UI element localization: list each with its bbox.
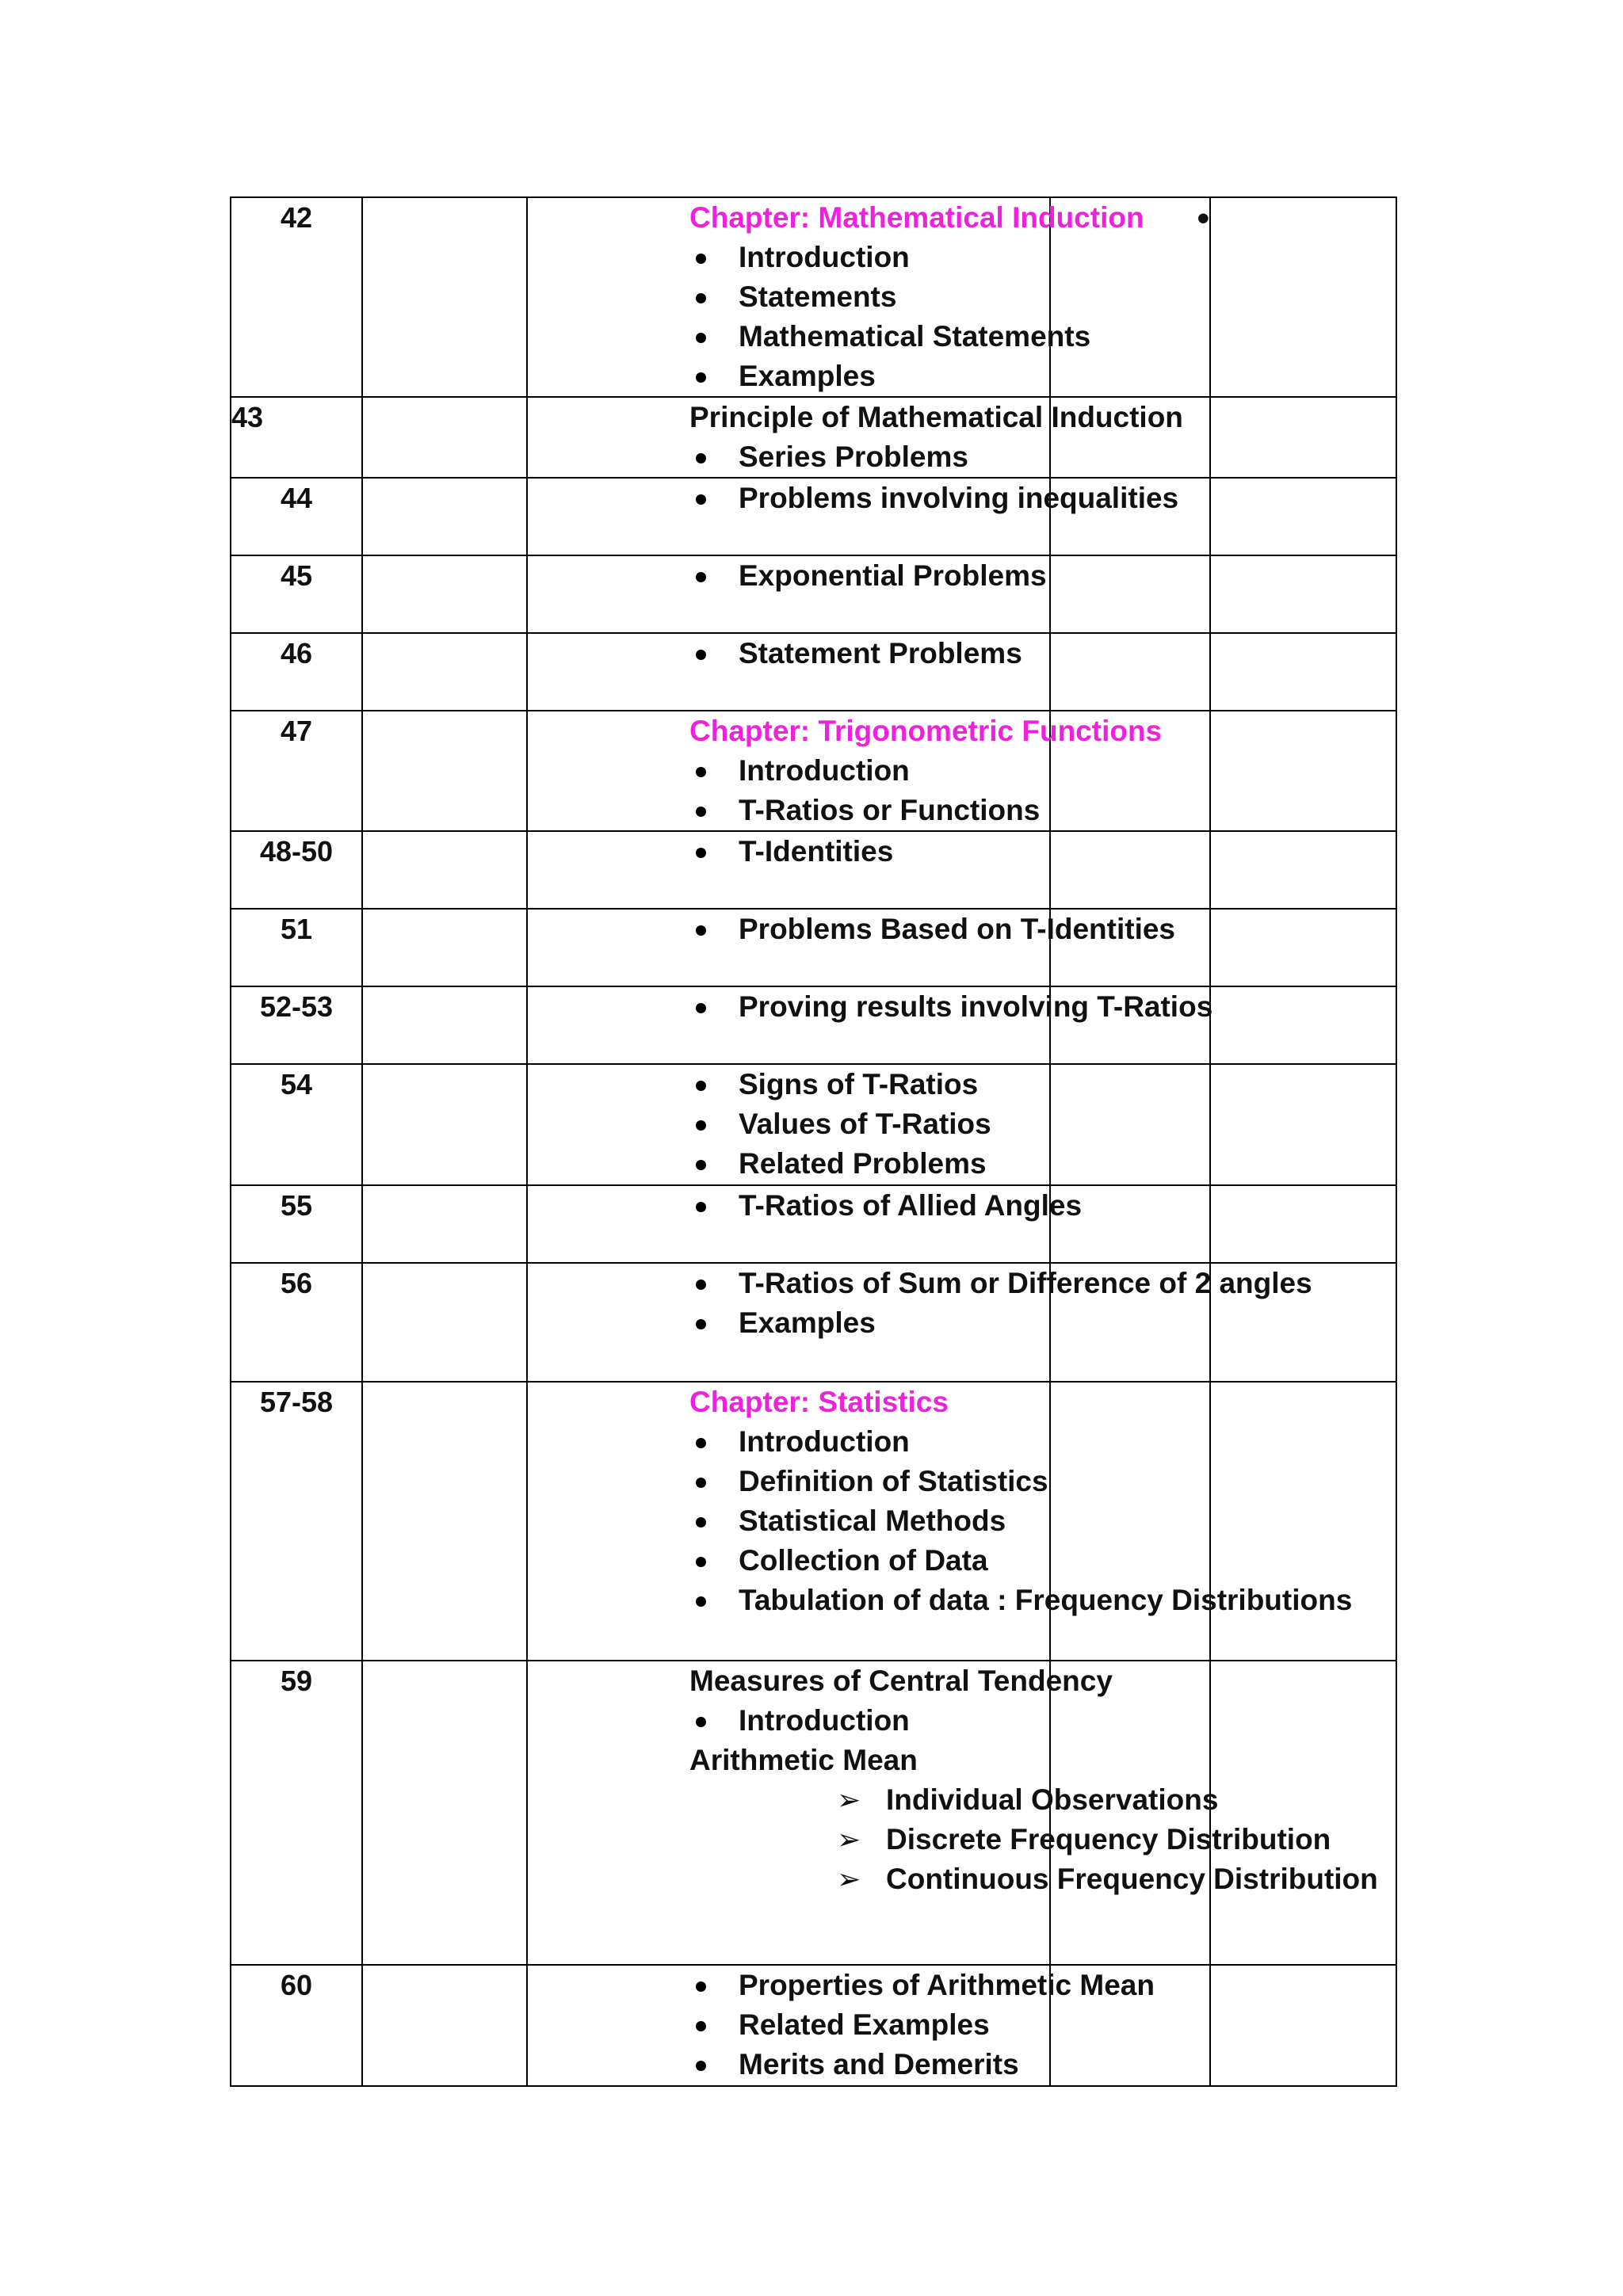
date-cell bbox=[1050, 1661, 1210, 1965]
table-row bbox=[231, 555, 1396, 633]
bullet-icon bbox=[696, 1120, 706, 1131]
bullet-icon bbox=[696, 1003, 706, 1013]
blank-cell bbox=[362, 1185, 527, 1263]
topic-text: Introduction bbox=[739, 754, 910, 787]
bullet-item bbox=[689, 437, 1049, 477]
bullet-icon bbox=[696, 767, 706, 777]
table-row bbox=[231, 1661, 1396, 1965]
topic-text: Tabulation of data : Frequency Distributions bbox=[739, 1584, 1353, 1616]
bullet-item bbox=[689, 2045, 1049, 2084]
date-cell bbox=[1050, 478, 1210, 555]
topics-cell bbox=[527, 1382, 1353, 1661]
bullet-item bbox=[689, 1104, 1049, 1144]
blank-cell bbox=[362, 986, 527, 1064]
bullet-icon bbox=[696, 1160, 706, 1170]
blank-cell bbox=[362, 1382, 527, 1661]
bullet-item bbox=[689, 317, 1091, 357]
topic-text: Statement Problems bbox=[739, 637, 1022, 669]
topic-text: Chapter: Statistics bbox=[689, 1386, 949, 1418]
lecture-number: 60 bbox=[231, 1965, 362, 2086]
table-body bbox=[231, 197, 1396, 2086]
date-cell bbox=[1050, 1965, 1210, 2086]
topic-text: Discrete Frequency Distribution bbox=[886, 1823, 1331, 1855]
table-row bbox=[231, 831, 1396, 909]
remarks-cell bbox=[1210, 633, 1396, 711]
bullet-item bbox=[689, 832, 1049, 871]
date-cell bbox=[1050, 1185, 1210, 1263]
lecture-number: 51 bbox=[231, 909, 362, 986]
blank-cell bbox=[362, 831, 527, 909]
bullet-item bbox=[689, 1701, 1049, 1741]
remarks-cell bbox=[1210, 831, 1396, 909]
lecture-number: 48-50 bbox=[231, 831, 362, 909]
table-row bbox=[231, 1064, 1396, 1185]
table-row bbox=[231, 986, 1396, 1064]
lecture-number: 42 bbox=[231, 197, 362, 397]
topics-cell bbox=[527, 711, 1163, 831]
table-row bbox=[231, 1185, 1396, 1263]
date-cell bbox=[1050, 986, 1210, 1064]
topic-text: Exponential Problems bbox=[739, 559, 1047, 592]
blank-cell bbox=[362, 1263, 527, 1382]
lecture-number: 57-58 bbox=[231, 1382, 362, 1661]
blank-cell bbox=[362, 197, 527, 397]
lecture-number: 56 bbox=[231, 1263, 362, 1382]
table-row bbox=[231, 633, 1396, 711]
topic-text: Merits and Demerits bbox=[739, 2048, 1019, 2081]
remarks-cell bbox=[1210, 197, 1396, 397]
bullet-icon bbox=[696, 333, 706, 343]
bullet-icon bbox=[696, 572, 706, 582]
remarks-cell bbox=[1210, 397, 1396, 478]
bullet-icon bbox=[696, 453, 706, 463]
topics-cell bbox=[527, 1064, 1050, 1185]
lecture-number: 54 bbox=[231, 1064, 362, 1185]
bullet-item bbox=[689, 2005, 1049, 2045]
bullet-item bbox=[689, 556, 1049, 596]
date-cell bbox=[1050, 555, 1210, 633]
bullet-icon bbox=[696, 1517, 706, 1527]
topic-text: T-Identities bbox=[739, 835, 894, 868]
blank-cell bbox=[362, 478, 527, 555]
bullet-icon bbox=[696, 1717, 706, 1727]
bullet-icon bbox=[696, 2061, 706, 2071]
topic-text: Introduction bbox=[739, 1425, 910, 1458]
bullet-icon bbox=[696, 372, 706, 383]
date-cell bbox=[1050, 831, 1210, 909]
blank-cell bbox=[362, 909, 527, 986]
blank-cell bbox=[362, 555, 527, 633]
topic-text: Examples bbox=[739, 1306, 876, 1339]
sub-bullet-item bbox=[689, 1820, 1331, 1859]
remarks-cell bbox=[1210, 986, 1396, 1064]
remarks-cell bbox=[1210, 1661, 1396, 1965]
lecture-number: 47 bbox=[231, 711, 362, 831]
topic-text: T-Ratios of Allied Angles bbox=[739, 1189, 1083, 1222]
remarks-cell bbox=[1210, 478, 1396, 555]
topic-text: Statistical Methods bbox=[739, 1505, 1006, 1537]
topic-text: T-Ratios of Sum or Difference of 2 angles bbox=[739, 1267, 1312, 1299]
topics-cell bbox=[527, 633, 1050, 711]
bullet-icon bbox=[696, 1081, 706, 1091]
bullet-item bbox=[689, 1264, 1312, 1303]
bullet-item bbox=[689, 1581, 1353, 1620]
blank-cell bbox=[362, 633, 527, 711]
blank-cell bbox=[362, 1064, 527, 1185]
topics-cell bbox=[527, 197, 1144, 397]
date-cell bbox=[1050, 1382, 1210, 1661]
topic-text: Statements bbox=[739, 280, 897, 313]
arrow-bullet-icon: ➢ bbox=[837, 1863, 861, 1895]
topic-text: Chapter: Mathematical Induction bbox=[689, 201, 1144, 234]
topics-cell bbox=[527, 1185, 1083, 1263]
topics-cell bbox=[527, 1263, 1312, 1382]
bullet-item bbox=[689, 1966, 1155, 2005]
topic-text: Individual Observations bbox=[886, 1783, 1219, 1816]
date-cell bbox=[1050, 909, 1210, 986]
topics-cell bbox=[527, 555, 1050, 633]
date-cell bbox=[1050, 197, 1210, 397]
bullet-item bbox=[689, 987, 1213, 1027]
lecture-number: 46 bbox=[231, 633, 362, 711]
bullet-item bbox=[689, 1541, 1049, 1581]
topic-text: Introduction bbox=[739, 1704, 910, 1737]
bullet-icon bbox=[696, 1981, 706, 1992]
topic-heading bbox=[689, 1741, 1049, 1780]
topic-text: Continuous Frequency Distribution bbox=[886, 1863, 1378, 1895]
date-cell bbox=[1050, 633, 1210, 711]
bullet-icon bbox=[696, 1557, 706, 1567]
topic-heading bbox=[689, 398, 1183, 437]
topic-text: T-Ratios or Functions bbox=[739, 794, 1041, 826]
topic-text: Problems involving inequalities bbox=[739, 482, 1179, 514]
table-row bbox=[231, 909, 1396, 986]
topic-text: Properties of Arithmetic Mean bbox=[739, 1969, 1155, 2001]
bullet-item bbox=[689, 479, 1179, 518]
topic-text: Arithmetic Mean bbox=[689, 1744, 918, 1776]
bullet-icon bbox=[696, 1319, 706, 1329]
arrow-bullet-icon: ➢ bbox=[837, 1783, 861, 1816]
topics-cell bbox=[527, 1965, 1155, 2086]
topics-cell bbox=[527, 831, 1050, 909]
topics-cell bbox=[527, 397, 1183, 478]
blank-cell bbox=[362, 711, 527, 831]
bullet-item bbox=[689, 238, 1049, 277]
chapter-heading bbox=[689, 198, 1144, 238]
bullet-icon bbox=[696, 1478, 706, 1488]
table-row bbox=[231, 711, 1396, 831]
date-cell bbox=[1050, 1263, 1210, 1382]
lecture-number: 43 bbox=[231, 397, 362, 478]
remarks-cell bbox=[1210, 1965, 1396, 2086]
table-row bbox=[231, 397, 1396, 478]
remarks-cell bbox=[1210, 909, 1396, 986]
bullet-item bbox=[689, 634, 1049, 673]
bullet-item bbox=[689, 1144, 1049, 1184]
topic-text: Related Examples bbox=[739, 2008, 990, 2041]
topic-text: Proving results involving T-Ratios bbox=[739, 990, 1213, 1023]
mark-dot: • bbox=[1197, 199, 1209, 238]
bullet-icon bbox=[696, 807, 706, 817]
topic-text: Measures of Central Tendency bbox=[689, 1665, 1113, 1697]
table-row bbox=[231, 1965, 1396, 2086]
bullet-icon bbox=[696, 1280, 706, 1290]
remarks-cell bbox=[1210, 1185, 1396, 1263]
bullet-icon bbox=[696, 494, 706, 505]
topics-cell bbox=[527, 478, 1179, 555]
remarks-cell bbox=[1210, 1064, 1396, 1185]
bullet-icon bbox=[696, 1202, 706, 1212]
date-cell bbox=[1050, 1064, 1210, 1185]
bullet-icon bbox=[696, 1438, 706, 1448]
topic-text: Mathematical Statements bbox=[739, 320, 1091, 353]
sub-bullet-item bbox=[689, 1859, 1378, 1899]
bullet-item bbox=[689, 1422, 1049, 1462]
bullet-icon bbox=[696, 650, 706, 660]
bullet-item bbox=[689, 1065, 1049, 1104]
topic-text: Problems Based on T-Identities bbox=[739, 913, 1176, 945]
bullet-item bbox=[689, 910, 1176, 949]
remarks-cell bbox=[1210, 1382, 1396, 1661]
table-row bbox=[231, 197, 1396, 397]
date-cell bbox=[1050, 397, 1210, 478]
topic-text: Introduction bbox=[739, 241, 910, 273]
table-row bbox=[231, 1382, 1396, 1661]
bullet-item bbox=[689, 277, 1049, 317]
bullet-item bbox=[689, 1303, 1049, 1343]
topics-cell bbox=[527, 909, 1176, 986]
bullet-item bbox=[689, 357, 1049, 396]
bullet-icon bbox=[696, 254, 706, 264]
topic-text: Examples bbox=[739, 360, 876, 392]
topic-text: Signs of T-Ratios bbox=[739, 1068, 979, 1100]
blank-cell bbox=[362, 1965, 527, 2086]
topics-cell bbox=[527, 1661, 1378, 1965]
lesson-plan-table bbox=[230, 196, 1397, 2087]
bullet-item bbox=[689, 1501, 1049, 1541]
table-row bbox=[231, 478, 1396, 555]
topic-text: Series Problems bbox=[739, 441, 968, 473]
topic-text: Definition of Statistics bbox=[739, 1465, 1048, 1497]
remarks-cell bbox=[1210, 555, 1396, 633]
topic-text: Collection of Data bbox=[739, 1544, 988, 1577]
remarks-cell bbox=[1210, 711, 1396, 831]
blank-cell bbox=[362, 397, 527, 478]
chapter-heading bbox=[689, 711, 1163, 751]
arrow-bullet-icon: ➢ bbox=[837, 1823, 861, 1855]
topics-cell bbox=[527, 986, 1213, 1064]
bullet-item bbox=[689, 1186, 1083, 1226]
topic-text: Principle of Mathematical Induction bbox=[689, 401, 1183, 433]
bullet-item bbox=[689, 791, 1049, 830]
lecture-number: 59 bbox=[231, 1661, 362, 1965]
topic-heading bbox=[689, 1661, 1113, 1701]
topic-text: Related Problems bbox=[739, 1147, 987, 1180]
bullet-item bbox=[689, 1462, 1049, 1501]
topic-text: Chapter: Trigonometric Functions bbox=[689, 715, 1163, 747]
lecture-number: 55 bbox=[231, 1185, 362, 1263]
chapter-heading bbox=[689, 1383, 1049, 1422]
topic-text: Values of T-Ratios bbox=[739, 1108, 991, 1140]
lecture-number: 45 bbox=[231, 555, 362, 633]
sub-bullet-item bbox=[689, 1780, 1219, 1820]
bullet-icon bbox=[696, 2021, 706, 2031]
bullet-icon bbox=[696, 293, 706, 303]
bullet-icon bbox=[696, 848, 706, 858]
date-cell bbox=[1050, 711, 1210, 831]
blank-cell bbox=[362, 1661, 527, 1965]
bullet-item bbox=[689, 751, 1049, 791]
lecture-number: 52-53 bbox=[231, 986, 362, 1064]
bullet-icon bbox=[696, 925, 706, 936]
bullet-icon bbox=[696, 1596, 706, 1607]
table-row bbox=[231, 1263, 1396, 1382]
lecture-number: 44 bbox=[231, 478, 362, 555]
